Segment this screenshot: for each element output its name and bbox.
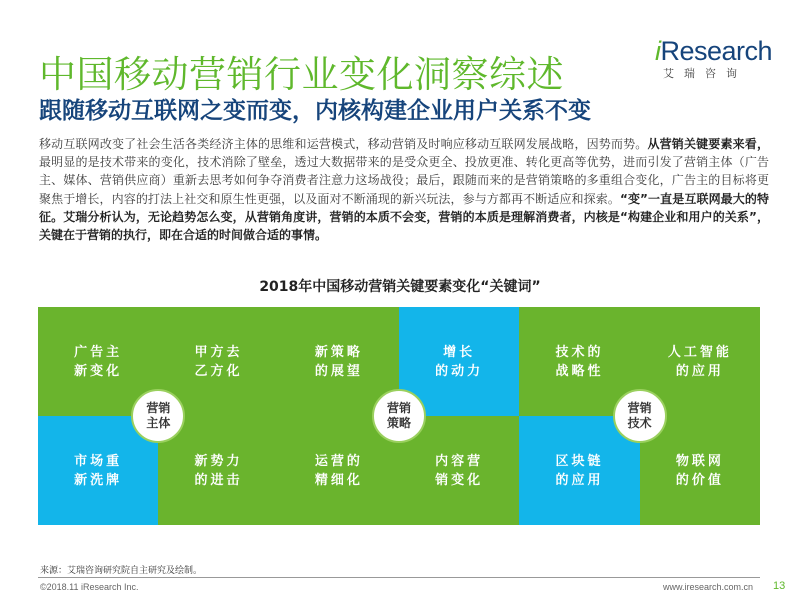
page-title: 中国移动营销行业变化洞察综述 <box>39 53 564 96</box>
grid-cell: 新策略 的展望 <box>279 307 399 416</box>
keyword-grid <box>38 307 760 525</box>
grid-cell: 人工智能 的应用 <box>640 307 760 416</box>
page-subtitle: 跟随移动互联网之变而变，内核构建企业用户关系不变 <box>39 98 591 124</box>
center-circle: 营销 主体 <box>131 389 185 443</box>
grid-cell: 技术的 战略性 <box>519 307 639 416</box>
center-circle: 营销 技术 <box>613 389 667 443</box>
diagram-title: 2018年中国移动营销关键要素变化“关键词” <box>259 279 541 295</box>
page-number: 13 <box>773 580 786 592</box>
grid-cell: 广告主 新变化 <box>38 307 158 416</box>
grid-cell: 物联网 的价值 <box>640 416 760 525</box>
grid-cell: 新势力 的进击 <box>158 416 278 525</box>
center-circle: 营销 策略 <box>372 389 426 443</box>
grid-cell: 增长 的动力 <box>399 307 519 416</box>
body-paragraph: 移动互联网改变了社会生活各类经济主体的思维和运营模式，移动营销及时响应移动互联网发展战略，因势而势。从营销关键要素来看，最明显的是技术带来的变化，技术消除了壁垒，透过大数据带来的是受众更全、投放更准、转化更高等优势，进而引发了营销主体（广告主、媒体、营销供应商）重新去思考如何争夺消费者注意力这场战役；最后，跟随而来的是营销策略的多重组合变化，广告主的目标将更聚焦于增长，内容的打法上社交和原生性更强，以及面对不断涌现的新兴玩法，参与方都再不断适应和探索。“变”一直是互联网最大的特征。艾瑞分析认为，无论趋势怎么变，从营销角度讲，营销的本质不会变，营销的本质是理解消费者，内核是“构建企业和用户的关系”，关键在于营销的执行，即在合适的时间做合适的事情。 <box>39 137 769 243</box>
grid-cell: 市场重 新洗牌 <box>38 416 158 525</box>
iresearch-logo: iResearch 艾瑞咨询 <box>655 36 775 81</box>
copyright: ©2018.11 iResearch Inc. <box>40 582 139 592</box>
footer-divider <box>38 577 760 578</box>
website-link[interactable]: www.iresearch.com.cn <box>662 582 753 592</box>
grid-cell: 运营的 精细化 <box>279 416 399 525</box>
source-note: 来源：艾瑞咨询研究院自主研究及绘制。 <box>40 566 203 576</box>
grid-cell: 区块链 的应用 <box>519 416 639 525</box>
grid-cell: 内容营 销变化 <box>399 416 519 525</box>
grid-cell: 甲方去 乙方化 <box>158 307 278 416</box>
logo-subtitle: 艾瑞咨询 <box>663 67 747 80</box>
